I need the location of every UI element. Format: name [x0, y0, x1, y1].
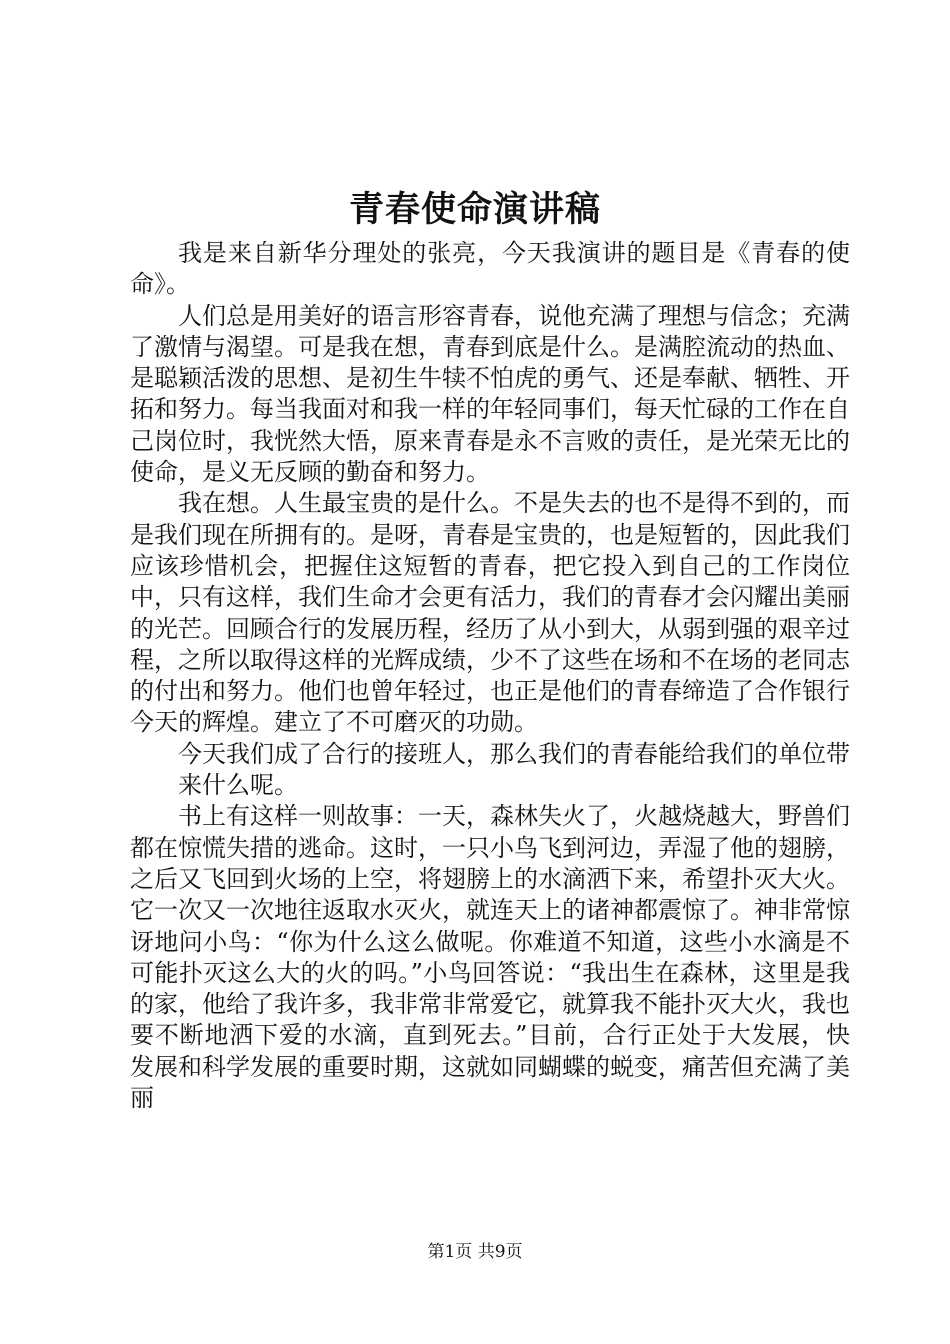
paragraph: 我是来自新华分理处的张亮，今天我演讲的题目是《青春的使命》。 [130, 239, 850, 299]
paragraph: 人们总是用美好的语言形容青春，说他充满了理想与信念；充满了激情与渴望。可是我在想，青春到底是什么。是满腔流动的热血、是聪颖活泼的思想、是初生牛犊不怕虎的勇气、还是奉献、牺牲、开拓和努力。每当我面对和我一样的年轻同事们，每天忙碌的工作在自己岗位时，我恍然大悟，原来青春是永不言败的责任，是光荣无比的使命，是义无反顾的勤奋和努力。 [130, 301, 850, 487]
page-number: 第1页 共9页 [427, 1242, 523, 1262]
paragraph: 来什么呢。 [178, 771, 298, 800]
document-body [130, 238, 850, 1114]
paragraph: 今天我们成了合行的接班人，那么我们的青春能给我们的单位带 [178, 739, 850, 768]
paragraph: 我在想。人生最宝贵的是什么。不是失去的也不是得不到的，而是我们现在所拥有的。是呀，青春是宝贵的，也是短暂的，因此我们应该珍惜机会，把握住这短暂的青春，把它投入到自己的工作岗位中，只有这样，我们生命才会更有活力，我们的青春才会闪耀出美丽的光芒。回顾合行的发展历程，经历了从小到大，从弱到强的艰辛过程，之所以取得这样的光辉成绩，少不了这些在场和不在场的老同志的付出和努力。他们也曾年轻过，也正是他们的青春缔造了合作银行今天的辉煌。建立了不可磨灭的功勋。 [130, 489, 850, 737]
paragraph: 书上有这样一则故事：一天，森林失火了，火越烧越大，野兽们都在惊慌失措的逃命。这时，一只小鸟飞到河边，弄湿了他的翅膀，之后又飞回到火场的上空，将翅膀上的水滴洒下来，希望扑灭大火。它一次又一次地往返取水灭火，就连天上的诸神都震惊了。神非常惊讶地问小鸟：“你为什么这么做呢。你难道不知道，这些小水滴是不可能扑灭这么大的火的吗。”小鸟回答说：“我出生在森林，这里是我的家，他给了我许多，我非常非常爱它，就算我不能扑灭大火，我也要不断地洒下爱的水滴，直到死去。”目前，合行正处于大发展，快发展和科学发展的重要时期，这就如同蝴蝶的蜕变，痛苦但充满了美丽 [130, 802, 850, 1113]
document-title: 青春使命演讲稿 [348, 189, 601, 230]
